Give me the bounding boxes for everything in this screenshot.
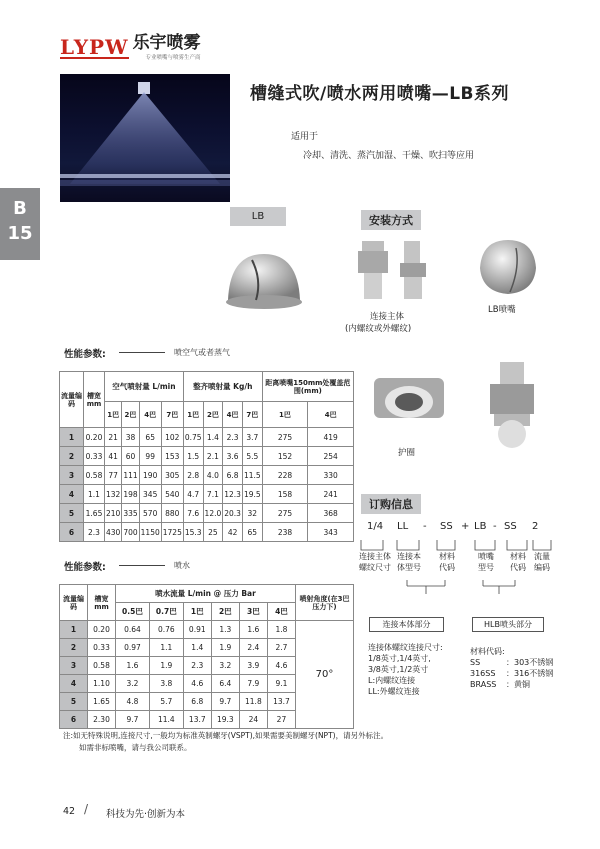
table-row: [60, 523, 354, 542]
pressure-cell: 0.7巴: [149, 603, 183, 621]
table-cell: 228: [262, 466, 308, 485]
pressure-cell: 1巴: [262, 402, 308, 428]
table-cell: 1.4: [183, 639, 211, 657]
perf-note-air: 喷空气或者蒸气: [174, 348, 230, 357]
table-cell: 15.3: [183, 523, 203, 542]
table-cell: 2: [60, 447, 84, 466]
table-cell: 4: [60, 675, 88, 693]
header-water-flow: 喷水流量 L/min @ 压力 Bar: [116, 585, 296, 603]
table-cell: 0.58: [88, 657, 116, 675]
table-cell: 1: [60, 621, 88, 639]
table-cell: 60: [122, 447, 139, 466]
table-cell: 1.8: [267, 621, 295, 639]
order-heading: 订购信息: [361, 494, 421, 514]
table-cell: 3: [60, 657, 88, 675]
footer-slogan: 科技为先·创新为本: [106, 809, 186, 820]
table-cell: 190: [139, 466, 161, 485]
pressure-cell: 7巴: [161, 402, 183, 428]
water-table-body: [60, 621, 354, 729]
tab-letter: B: [13, 198, 27, 219]
table-cell: 330: [308, 466, 354, 485]
table-cell: 7.9: [239, 675, 267, 693]
material-line: 316SS ：316不锈钢: [470, 669, 554, 678]
table-cell: 254: [308, 447, 354, 466]
brand-name: 乐宇喷雾: [132, 33, 201, 53]
table-cell: 2.7: [267, 639, 295, 657]
table-cell: 700: [122, 523, 139, 542]
pressure-cell: 4巴: [267, 603, 295, 621]
table-cell: 20.3: [223, 504, 243, 523]
table-header-row: [60, 372, 354, 402]
table-cell: 1.10: [88, 675, 116, 693]
thread-line: 3/8英寸,1/2英寸: [368, 665, 429, 674]
brand-latin: LYPW: [60, 34, 129, 59]
table-cell: 0.33: [88, 639, 116, 657]
table-header-row: [60, 585, 354, 603]
table-cell: 4.0: [203, 466, 223, 485]
table-cell: 42: [223, 523, 243, 542]
table-cell: 210: [105, 504, 122, 523]
table-cell: 241: [308, 485, 354, 504]
table-cell: 1150: [139, 523, 161, 542]
table-cell: 0.64: [116, 621, 150, 639]
table-cell: 1.9: [211, 639, 239, 657]
pressure-cell: 2巴: [211, 603, 239, 621]
footnote: [63, 730, 388, 754]
header-spray-angle: 喷射角度(在3巴压力下): [296, 585, 354, 621]
perf-note-water: 喷水: [174, 561, 190, 570]
assembled-nozzle-image: [482, 360, 542, 452]
table-cell: 1.5: [183, 447, 203, 466]
table-cell: 3.2: [211, 657, 239, 675]
pressure-cell: 4巴: [223, 402, 243, 428]
table-cell: 6.8: [223, 466, 243, 485]
table-cell: 0.58: [84, 466, 105, 485]
caption-thread: 连接主体 螺纹尺寸: [359, 552, 391, 572]
footnote-line: 注:如无特殊说明,连接尺寸,一般均为标准英制螺牙(VSPT),如果需要美制螺牙(NPT)，请另外标注。: [63, 731, 389, 740]
caption-nozzle-material: 材料 代码: [510, 552, 526, 572]
thread-info: [368, 642, 443, 697]
table-cell: 0.97: [116, 639, 150, 657]
footnote-line: 如需非标喷嘴，请与我公司联系。: [79, 743, 192, 752]
table-cell: 7.1: [203, 485, 223, 504]
material-title: 材料代码:: [470, 647, 505, 656]
header-air: 空气喷射量 L/min: [105, 372, 184, 402]
table-cell: 1.1: [84, 485, 105, 504]
table-cell: 2.3: [84, 523, 105, 542]
table-cell: 7.6: [183, 504, 203, 523]
table-cell: 0.75: [183, 428, 203, 447]
table-cell: 158: [262, 485, 308, 504]
brand-text: [133, 34, 201, 61]
table-cell: 0.33: [84, 447, 105, 466]
table-row: [60, 621, 354, 639]
pressure-cell: 4巴: [308, 402, 354, 428]
ring-caption: 护圈: [398, 448, 416, 458]
application-heading: 适用于: [291, 132, 319, 142]
spray-angle-cell: 70°: [296, 621, 354, 729]
table-cell: 102: [161, 428, 183, 447]
pressure-cell: 1巴: [105, 402, 122, 428]
thread-title: 连接体螺纹连接尺寸:: [368, 643, 443, 652]
table-cell: 153: [161, 447, 183, 466]
table-cell: 99: [139, 447, 161, 466]
table-cell: 6.8: [183, 693, 211, 711]
table-cell: 4.6: [183, 675, 211, 693]
table-cell: 11.5: [242, 466, 262, 485]
table-cell: 4: [60, 485, 84, 504]
table-cell: 198: [122, 485, 139, 504]
table-row: [60, 504, 354, 523]
table-cell: 6: [60, 523, 84, 542]
air-table-body: [60, 428, 354, 542]
code-nozzle-type: LB: [474, 521, 487, 532]
brand-tagline: 专业喷嘴与喷雾生产商: [145, 55, 201, 61]
lb-nozzle-image: [222, 250, 306, 318]
table-cell: 430: [105, 523, 122, 542]
spray-illustration: [60, 74, 230, 202]
table-cell: 132: [105, 485, 122, 504]
table-cell: 38: [122, 428, 139, 447]
table-cell: 1.6: [239, 621, 267, 639]
box-nozzle-part: HLB喷头部分: [472, 617, 544, 632]
material-line: BRASS ：黄铜: [470, 680, 530, 689]
table-cell: 3.8: [149, 675, 183, 693]
table-cell: 6.4: [211, 675, 239, 693]
table-cell: 3.2: [116, 675, 150, 693]
table-cell: 12.0: [203, 504, 223, 523]
table-cell: 275: [262, 504, 308, 523]
code-plus: +: [461, 521, 470, 532]
section-tab: [0, 188, 40, 260]
air-performance-table: [59, 371, 354, 542]
table-cell: 3.6: [223, 447, 243, 466]
table-cell: 19.3: [211, 711, 239, 729]
table-cell: 1: [60, 428, 84, 447]
header-flow-code: 流量编码: [60, 585, 88, 621]
table-row: [60, 447, 354, 466]
connector-body-image: [356, 237, 438, 303]
table-cell: 152: [262, 447, 308, 466]
caption-flow: 流量 编码: [534, 552, 550, 572]
table-cell: 21: [105, 428, 122, 447]
table-cell: 9.7: [211, 693, 239, 711]
perf-line-water: [119, 565, 165, 566]
table-cell: 0.91: [183, 621, 211, 639]
body-caption-2: (内螺纹或外螺纹): [345, 324, 412, 334]
code-body-type: LL: [397, 521, 409, 532]
application-text: 冷却、清洗、蒸汽加湿、干燥、吹扫等应用: [303, 151, 475, 161]
table-cell: 13.7: [183, 711, 211, 729]
table-cell: 1.65: [84, 504, 105, 523]
table-cell: 19.5: [242, 485, 262, 504]
header-water-kg: 整齐喷射量 Kg/h: [183, 372, 262, 402]
table-cell: 65: [242, 523, 262, 542]
table-cell: 4.8: [116, 693, 150, 711]
table-cell: 2.1: [203, 447, 223, 466]
thread-line: 1/8英寸,1/4英寸,: [368, 654, 431, 663]
table-row: [60, 466, 354, 485]
spray-photo: [60, 74, 230, 202]
caption-nozzle-type: 喷嘴 型号: [478, 552, 494, 572]
perf-line-air: [119, 352, 165, 353]
table-cell: 0.20: [88, 621, 116, 639]
code-nozzle-material: SS: [504, 521, 517, 532]
table-cell: 11.8: [239, 693, 267, 711]
table-cell: 27: [267, 711, 295, 729]
table-cell: 0.20: [84, 428, 105, 447]
pressure-cell: 4巴: [139, 402, 161, 428]
nozzle-caption: LB喷嘴: [488, 305, 516, 315]
footer-slash: /: [84, 802, 89, 816]
table-cell: 345: [139, 485, 161, 504]
table-cell: 0.76: [149, 621, 183, 639]
code-dash: -: [493, 521, 497, 532]
box-body-part: 连接本体部分: [369, 617, 444, 632]
table-cell: 32: [242, 504, 262, 523]
table-cell: 570: [139, 504, 161, 523]
table-cell: 1.3: [211, 621, 239, 639]
table-cell: 1.4: [203, 428, 223, 447]
material-line: SS ：303不锈钢: [470, 658, 554, 667]
table-cell: 6: [60, 711, 88, 729]
table-cell: 5.5: [242, 447, 262, 466]
install-heading: 安装方式: [361, 210, 421, 230]
table-pressure-row: [60, 402, 354, 428]
table-cell: 41: [105, 447, 122, 466]
table-cell: 2.3: [183, 657, 211, 675]
table-cell: 9.1: [267, 675, 295, 693]
code-body-material: SS: [440, 521, 453, 532]
ring-image: [370, 372, 448, 436]
table-cell: 2.3: [223, 428, 243, 447]
table-cell: 5: [60, 693, 88, 711]
page-title: 槽缝式吹/喷水两用喷嘴—LB系列: [250, 84, 509, 104]
table-cell: 13.7: [267, 693, 295, 711]
table-cell: 2.30: [88, 711, 116, 729]
code-dash: -: [423, 521, 427, 532]
thread-line: LL:外螺纹连接: [368, 687, 420, 696]
table-cell: 4.7: [183, 485, 203, 504]
perf-label-air: 性能参数:: [64, 349, 106, 360]
table-cell: 3.9: [239, 657, 267, 675]
product-label: LB: [230, 207, 286, 226]
page-number: 42: [63, 806, 76, 817]
table-row: [60, 428, 354, 447]
code-thread-size: 1/4: [367, 521, 384, 532]
water-performance-table: [59, 584, 354, 729]
header-coverage: 距离喷嘴150mm处覆盖范围(mm): [262, 372, 353, 402]
table-cell: 3: [60, 466, 84, 485]
table-cell: 12.3: [223, 485, 243, 504]
table-cell: 1.1: [149, 639, 183, 657]
table-cell: 343: [308, 523, 354, 542]
table-cell: 419: [308, 428, 354, 447]
table-cell: 335: [122, 504, 139, 523]
header-slot: 槽宽mm: [88, 585, 116, 621]
table-cell: 880: [161, 504, 183, 523]
pressure-cell: 0.5巴: [116, 603, 150, 621]
material-info: [470, 646, 553, 690]
caption-body-type: 连接本 体型号: [397, 552, 421, 572]
table-cell: 3.7: [242, 428, 262, 447]
perf-label-water: 性能参数:: [64, 562, 106, 573]
table-cell: 2.8: [183, 466, 203, 485]
table-cell: 111: [122, 466, 139, 485]
table-cell: 65: [139, 428, 161, 447]
table-cell: 2.4: [239, 639, 267, 657]
header-flow-code: 流量编码: [60, 372, 84, 428]
pressure-cell: 1巴: [183, 402, 203, 428]
pressure-cell: 2巴: [122, 402, 139, 428]
table-cell: 1.9: [149, 657, 183, 675]
table-cell: 305: [161, 466, 183, 485]
table-cell: 5.7: [149, 693, 183, 711]
table-cell: 4.6: [267, 657, 295, 675]
pressure-cell: 3巴: [239, 603, 267, 621]
body-caption-1: 连接主体: [370, 312, 405, 322]
table-row: [60, 485, 354, 504]
table-cell: 24: [239, 711, 267, 729]
table-cell: 11.4: [149, 711, 183, 729]
thread-line: L:内螺纹连接: [368, 676, 416, 685]
table-cell: 275: [262, 428, 308, 447]
pressure-cell: 1巴: [183, 603, 211, 621]
table-cell: 77: [105, 466, 122, 485]
brand-logo: [60, 34, 201, 61]
table-cell: 2: [60, 639, 88, 657]
code-flow: 2: [532, 521, 539, 532]
table-cell: 540: [161, 485, 183, 504]
table-cell: 25: [203, 523, 223, 542]
caption-body-material: 材料 代码: [439, 552, 455, 572]
table-cell: 238: [262, 523, 308, 542]
table-cell: 368: [308, 504, 354, 523]
pressure-cell: 2巴: [203, 402, 223, 428]
table-cell: 5: [60, 504, 84, 523]
table-cell: 1725: [161, 523, 183, 542]
lb-nozzle-photo: [476, 238, 540, 296]
pressure-cell: 7巴: [242, 402, 262, 428]
header-slot: 槽宽mm: [84, 372, 105, 428]
tab-number: 15: [7, 223, 33, 244]
table-cell: 1.65: [88, 693, 116, 711]
table-cell: 9.7: [116, 711, 150, 729]
table-cell: 1.6: [116, 657, 150, 675]
